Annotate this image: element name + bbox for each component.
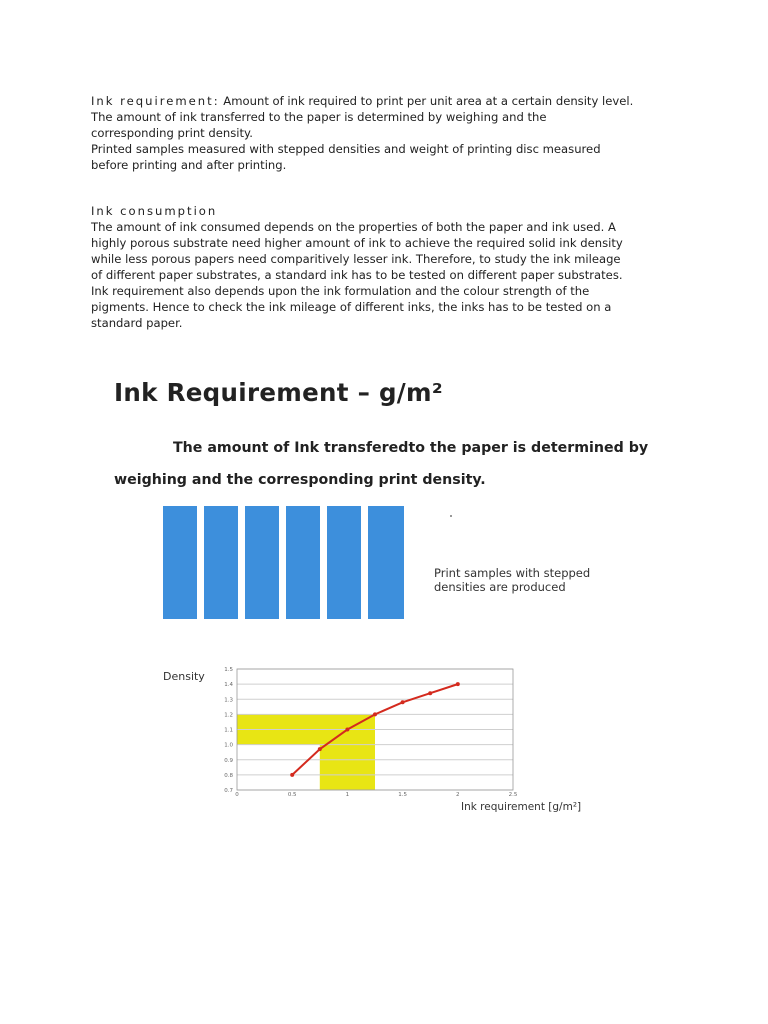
highlight-ink-band bbox=[320, 714, 375, 790]
data-point bbox=[373, 712, 377, 716]
x-tick-label: 0 bbox=[235, 792, 239, 798]
print-sample-strip bbox=[204, 506, 238, 619]
chart-y-axis-label: Density bbox=[163, 670, 205, 683]
x-tick-label: 1.5 bbox=[398, 792, 407, 798]
print-samples-caption bbox=[434, 566, 590, 594]
data-point bbox=[428, 691, 432, 695]
caption-line-1: Print samples with stepped bbox=[434, 566, 591, 580]
ink-consumption-heading: Ink consumption bbox=[91, 204, 218, 218]
ink-consumption-line-1: The amount of ink consumed depends on the properties of both the paper and ink used. A bbox=[91, 220, 616, 234]
ink-requirement-line-3: corresponding print density. bbox=[91, 126, 253, 140]
print-sample-strip bbox=[245, 506, 279, 619]
data-point bbox=[401, 700, 405, 704]
y-tick-label: 1.4 bbox=[224, 682, 233, 689]
stray-dot bbox=[450, 515, 452, 517]
x-tick-label: 1 bbox=[345, 792, 350, 798]
caption-line-2: densities are produced bbox=[434, 580, 566, 594]
print-sample-strips bbox=[163, 506, 404, 619]
ink-consumption-line-5: Ink requirement also depends upon the ink formulation and the colour strength of the bbox=[91, 284, 590, 298]
y-tick-label: 0.9 bbox=[224, 757, 233, 764]
slide-subtitle-line-1: The amount of Ink transferedto the paper is determined by bbox=[173, 440, 649, 456]
ink-consumption-line-4: of different paper substrates, a standard ink has to be tested on different paper substrates. bbox=[91, 268, 623, 282]
data-point bbox=[318, 747, 322, 751]
x-tick-label: 2 bbox=[456, 792, 460, 798]
ink-requirement-line-4: Printed samples measured with stepped densities and weight of printing disc measured bbox=[91, 142, 601, 156]
print-sample-strip bbox=[286, 506, 320, 619]
data-point bbox=[456, 682, 460, 686]
print-sample-strip bbox=[368, 506, 404, 619]
density-chart bbox=[215, 664, 518, 798]
chart-x-axis-label: Ink requirement [g/m²] bbox=[461, 801, 582, 813]
x-tick-label: 2.5 bbox=[508, 792, 518, 798]
y-tick-label: 1.2 bbox=[224, 712, 233, 719]
data-point bbox=[345, 728, 349, 732]
slide-subtitle-line-2: weighing and the corresponding print density. bbox=[114, 472, 486, 488]
y-tick-label: 1.0 bbox=[224, 742, 233, 749]
y-tick-label: 1.5 bbox=[224, 667, 233, 673]
ink-requirement-line-1: Ink requirement: Amount of ink required to print per unit area at a certain density level. bbox=[91, 94, 634, 108]
ink-requirement-line-2: The amount of ink transferred to the paper is determined by weighing and the bbox=[91, 110, 547, 124]
print-sample-strip bbox=[163, 506, 197, 619]
ink-consumption-line-2: highly porous substrate need higher amount of ink to achieve the required solid ink density bbox=[91, 236, 623, 250]
ink-requirement-paragraph bbox=[91, 93, 681, 173]
ink-requirement-term: Ink requirement: bbox=[91, 94, 220, 108]
x-tick-label: 0.5 bbox=[287, 792, 297, 798]
y-tick-label: 1.1 bbox=[224, 727, 233, 734]
y-tick-label: 0.7 bbox=[224, 788, 233, 794]
slide-title: Ink Requirement – g/m² bbox=[114, 378, 443, 407]
ink-consumption-line-6: pigments. Hence to check the ink mileage of different inks, the inks has to be tested on a bbox=[91, 300, 612, 314]
data-point bbox=[290, 773, 294, 777]
print-sample-strip bbox=[327, 506, 361, 619]
y-tick-label: 1.3 bbox=[224, 697, 233, 704]
ink-consumption-paragraph bbox=[91, 203, 681, 331]
ink-requirement-line-5: before printing and after printing. bbox=[91, 158, 287, 172]
ink-consumption-line-3: while less porous papers need comparitively lesser ink. Therefore, to study the ink mileage bbox=[91, 252, 621, 266]
ink-consumption-line-7: standard paper. bbox=[91, 316, 183, 330]
y-tick-label: 0.8 bbox=[224, 772, 233, 779]
